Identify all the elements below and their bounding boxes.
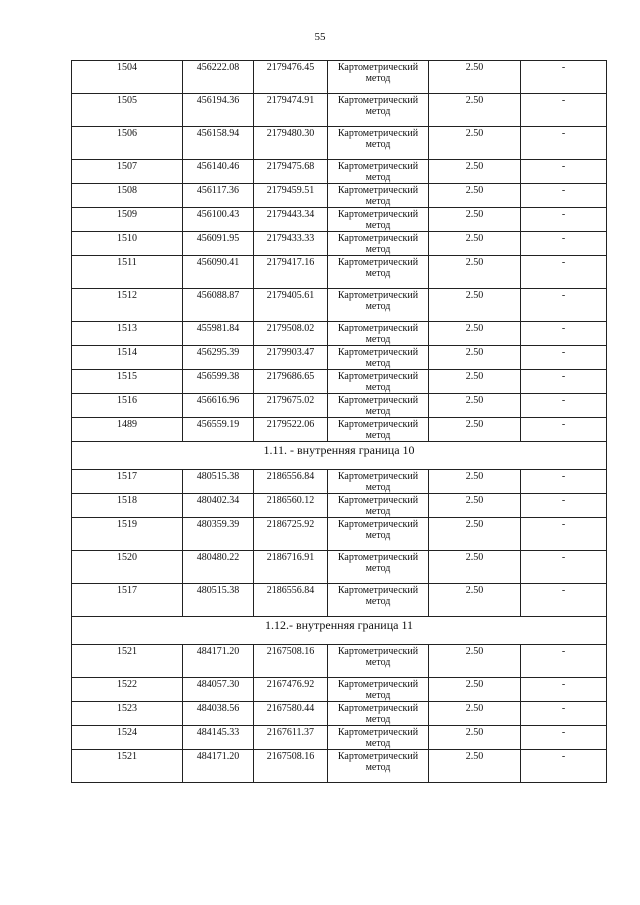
method-cell: Картометрический метод bbox=[328, 346, 429, 370]
method-cell: Картометрический метод bbox=[328, 322, 429, 346]
method-cell: Картометрический метод bbox=[328, 370, 429, 394]
x-coordinate-cell: 484171.20 bbox=[183, 750, 254, 783]
accuracy-cell: 2.50 bbox=[429, 470, 521, 494]
description-cell: - bbox=[521, 645, 607, 678]
coordinates-table-body bbox=[72, 61, 607, 783]
y-coordinate-cell: 2186560.12 bbox=[254, 494, 328, 518]
x-coordinate-cell: 456091.95 bbox=[183, 232, 254, 256]
accuracy-cell: 2.50 bbox=[429, 418, 521, 442]
y-coordinate-cell: 2186725.92 bbox=[254, 518, 328, 551]
y-coordinate-cell: 2186556.84 bbox=[254, 584, 328, 617]
x-coordinate-cell: 484057.30 bbox=[183, 678, 254, 702]
method-cell: Картометрический метод bbox=[328, 551, 429, 584]
table-row bbox=[72, 184, 607, 208]
y-coordinate-cell: 2179508.02 bbox=[254, 322, 328, 346]
table-row bbox=[72, 702, 607, 726]
y-coordinate-cell: 2179903.47 bbox=[254, 346, 328, 370]
y-coordinate-cell: 2179476.45 bbox=[254, 61, 328, 94]
point-number-cell: 1507 bbox=[72, 160, 183, 184]
description-cell: - bbox=[521, 127, 607, 160]
page-number: 55 bbox=[314, 31, 326, 43]
x-coordinate-cell: 456140.46 bbox=[183, 160, 254, 184]
description-cell: - bbox=[521, 289, 607, 322]
method-cell: Картометрический метод bbox=[328, 256, 429, 289]
x-coordinate-cell: 484038.56 bbox=[183, 702, 254, 726]
description-cell: - bbox=[521, 750, 607, 783]
x-coordinate-cell: 480515.38 bbox=[183, 584, 254, 617]
point-number-cell: 1521 bbox=[72, 645, 183, 678]
method-cell: Картометрический метод bbox=[328, 518, 429, 551]
y-coordinate-cell: 2179686.65 bbox=[254, 370, 328, 394]
point-number-cell: 1520 bbox=[72, 551, 183, 584]
point-number-cell: 1509 bbox=[72, 208, 183, 232]
point-number-cell: 1508 bbox=[72, 184, 183, 208]
table-row bbox=[72, 322, 607, 346]
accuracy-cell: 2.50 bbox=[429, 394, 521, 418]
table-row bbox=[72, 470, 607, 494]
table-row bbox=[72, 518, 607, 551]
method-cell: Картометрический метод bbox=[328, 645, 429, 678]
table-row bbox=[72, 346, 607, 370]
point-number-cell: 1521 bbox=[72, 750, 183, 783]
x-coordinate-cell: 456088.87 bbox=[183, 289, 254, 322]
description-cell: - bbox=[521, 370, 607, 394]
accuracy-cell: 2.50 bbox=[429, 750, 521, 783]
y-coordinate-cell: 2167476.92 bbox=[254, 678, 328, 702]
description-cell: - bbox=[521, 322, 607, 346]
description-cell: - bbox=[521, 726, 607, 750]
x-coordinate-cell: 456599.38 bbox=[183, 370, 254, 394]
method-cell: Картометрический метод bbox=[328, 289, 429, 322]
y-coordinate-cell: 2179480.30 bbox=[254, 127, 328, 160]
accuracy-cell: 2.50 bbox=[429, 289, 521, 322]
description-cell: - bbox=[521, 584, 607, 617]
y-coordinate-cell: 2179474.91 bbox=[254, 94, 328, 127]
description-cell: - bbox=[521, 394, 607, 418]
accuracy-cell: 2.50 bbox=[429, 208, 521, 232]
y-coordinate-cell: 2179433.33 bbox=[254, 232, 328, 256]
accuracy-cell: 2.50 bbox=[429, 584, 521, 617]
point-number-cell: 1515 bbox=[72, 370, 183, 394]
x-coordinate-cell: 456616.96 bbox=[183, 394, 254, 418]
table-row bbox=[72, 726, 607, 750]
coordinates-table bbox=[71, 60, 607, 783]
accuracy-cell: 2.50 bbox=[429, 551, 521, 584]
description-cell: - bbox=[521, 551, 607, 584]
table-row bbox=[72, 289, 607, 322]
description-cell: - bbox=[521, 61, 607, 94]
y-coordinate-cell: 2186556.84 bbox=[254, 470, 328, 494]
point-number-cell: 1506 bbox=[72, 127, 183, 160]
method-cell: Картометрический метод bbox=[328, 232, 429, 256]
point-number-cell: 1518 bbox=[72, 494, 183, 518]
description-cell: - bbox=[521, 418, 607, 442]
table-row bbox=[72, 208, 607, 232]
method-cell: Картометрический метод bbox=[328, 494, 429, 518]
x-coordinate-cell: 456559.19 bbox=[183, 418, 254, 442]
y-coordinate-cell: 2179459.51 bbox=[254, 184, 328, 208]
x-coordinate-cell: 480359.39 bbox=[183, 518, 254, 551]
y-coordinate-cell: 2167580.44 bbox=[254, 702, 328, 726]
method-cell: Картометрический метод bbox=[328, 394, 429, 418]
y-coordinate-cell: 2179475.68 bbox=[254, 160, 328, 184]
table-row bbox=[72, 256, 607, 289]
point-number-cell: 1510 bbox=[72, 232, 183, 256]
description-cell: - bbox=[521, 678, 607, 702]
method-cell: Картометрический метод bbox=[328, 750, 429, 783]
description-cell: - bbox=[521, 702, 607, 726]
point-number-cell: 1514 bbox=[72, 346, 183, 370]
method-cell: Картометрический метод bbox=[328, 584, 429, 617]
accuracy-cell: 2.50 bbox=[429, 127, 521, 160]
table-row bbox=[72, 494, 607, 518]
method-cell: Картометрический метод bbox=[328, 127, 429, 160]
accuracy-cell: 2.50 bbox=[429, 346, 521, 370]
x-coordinate-cell: 484171.20 bbox=[183, 645, 254, 678]
section-title: 1.11. - внутренняя граница 10 bbox=[72, 442, 607, 470]
accuracy-cell: 2.50 bbox=[429, 256, 521, 289]
x-coordinate-cell: 456222.08 bbox=[183, 61, 254, 94]
x-coordinate-cell: 456090.41 bbox=[183, 256, 254, 289]
accuracy-cell: 2.50 bbox=[429, 322, 521, 346]
method-cell: Картометрический метод bbox=[328, 702, 429, 726]
x-coordinate-cell: 456295.39 bbox=[183, 346, 254, 370]
point-number-cell: 1516 bbox=[72, 394, 183, 418]
x-coordinate-cell: 456194.36 bbox=[183, 94, 254, 127]
method-cell: Картометрический метод bbox=[328, 61, 429, 94]
point-number-cell: 1489 bbox=[72, 418, 183, 442]
section-header-row bbox=[72, 617, 607, 645]
x-coordinate-cell: 480480.22 bbox=[183, 551, 254, 584]
method-cell: Картометрический метод bbox=[328, 678, 429, 702]
y-coordinate-cell: 2167508.16 bbox=[254, 750, 328, 783]
y-coordinate-cell: 2167611.37 bbox=[254, 726, 328, 750]
x-coordinate-cell: 456158.94 bbox=[183, 127, 254, 160]
table-row bbox=[72, 127, 607, 160]
point-number-cell: 1505 bbox=[72, 94, 183, 127]
accuracy-cell: 2.50 bbox=[429, 160, 521, 184]
y-coordinate-cell: 2179522.06 bbox=[254, 418, 328, 442]
accuracy-cell: 2.50 bbox=[429, 678, 521, 702]
accuracy-cell: 2.50 bbox=[429, 702, 521, 726]
method-cell: Картометрический метод bbox=[328, 726, 429, 750]
accuracy-cell: 2.50 bbox=[429, 184, 521, 208]
x-coordinate-cell: 456117.36 bbox=[183, 184, 254, 208]
point-number-cell: 1511 bbox=[72, 256, 183, 289]
table-row bbox=[72, 61, 607, 94]
y-coordinate-cell: 2179417.16 bbox=[254, 256, 328, 289]
accuracy-cell: 2.50 bbox=[429, 370, 521, 394]
accuracy-cell: 2.50 bbox=[429, 61, 521, 94]
table-row bbox=[72, 394, 607, 418]
x-coordinate-cell: 480515.38 bbox=[183, 470, 254, 494]
point-number-cell: 1519 bbox=[72, 518, 183, 551]
x-coordinate-cell: 480402.34 bbox=[183, 494, 254, 518]
y-coordinate-cell: 2179443.34 bbox=[254, 208, 328, 232]
accuracy-cell: 2.50 bbox=[429, 518, 521, 551]
table-row bbox=[72, 232, 607, 256]
point-number-cell: 1504 bbox=[72, 61, 183, 94]
x-coordinate-cell: 484145.33 bbox=[183, 726, 254, 750]
method-cell: Картометрический метод bbox=[328, 208, 429, 232]
method-cell: Картометрический метод bbox=[328, 160, 429, 184]
table-row bbox=[72, 160, 607, 184]
table-row bbox=[72, 678, 607, 702]
table-row bbox=[72, 750, 607, 783]
table-row bbox=[72, 94, 607, 127]
table-row bbox=[72, 645, 607, 678]
accuracy-cell: 2.50 bbox=[429, 645, 521, 678]
table-row bbox=[72, 418, 607, 442]
description-cell: - bbox=[521, 208, 607, 232]
method-cell: Картометрический метод bbox=[328, 94, 429, 127]
x-coordinate-cell: 456100.43 bbox=[183, 208, 254, 232]
description-cell: - bbox=[521, 232, 607, 256]
description-cell: - bbox=[521, 184, 607, 208]
description-cell: - bbox=[521, 346, 607, 370]
table-row bbox=[72, 551, 607, 584]
description-cell: - bbox=[521, 518, 607, 551]
point-number-cell: 1512 bbox=[72, 289, 183, 322]
accuracy-cell: 2.50 bbox=[429, 494, 521, 518]
accuracy-cell: 2.50 bbox=[429, 726, 521, 750]
point-number-cell: 1517 bbox=[72, 584, 183, 617]
accuracy-cell: 2.50 bbox=[429, 232, 521, 256]
method-cell: Картометрический метод bbox=[328, 184, 429, 208]
y-coordinate-cell: 2167508.16 bbox=[254, 645, 328, 678]
x-coordinate-cell: 455981.84 bbox=[183, 322, 254, 346]
description-cell: - bbox=[521, 256, 607, 289]
point-number-cell: 1513 bbox=[72, 322, 183, 346]
point-number-cell: 1523 bbox=[72, 702, 183, 726]
description-cell: - bbox=[521, 94, 607, 127]
table-row bbox=[72, 584, 607, 617]
table-row bbox=[72, 370, 607, 394]
method-cell: Картометрический метод bbox=[328, 470, 429, 494]
y-coordinate-cell: 2186716.91 bbox=[254, 551, 328, 584]
point-number-cell: 1517 bbox=[72, 470, 183, 494]
section-header-row bbox=[72, 442, 607, 470]
description-cell: - bbox=[521, 160, 607, 184]
description-cell: - bbox=[521, 470, 607, 494]
point-number-cell: 1522 bbox=[72, 678, 183, 702]
description-cell: - bbox=[521, 494, 607, 518]
method-cell: Картометрический метод bbox=[328, 418, 429, 442]
point-number-cell: 1524 bbox=[72, 726, 183, 750]
y-coordinate-cell: 2179405.61 bbox=[254, 289, 328, 322]
section-title: 1.12.- внутренняя граница 11 bbox=[72, 617, 607, 645]
y-coordinate-cell: 2179675.02 bbox=[254, 394, 328, 418]
accuracy-cell: 2.50 bbox=[429, 94, 521, 127]
